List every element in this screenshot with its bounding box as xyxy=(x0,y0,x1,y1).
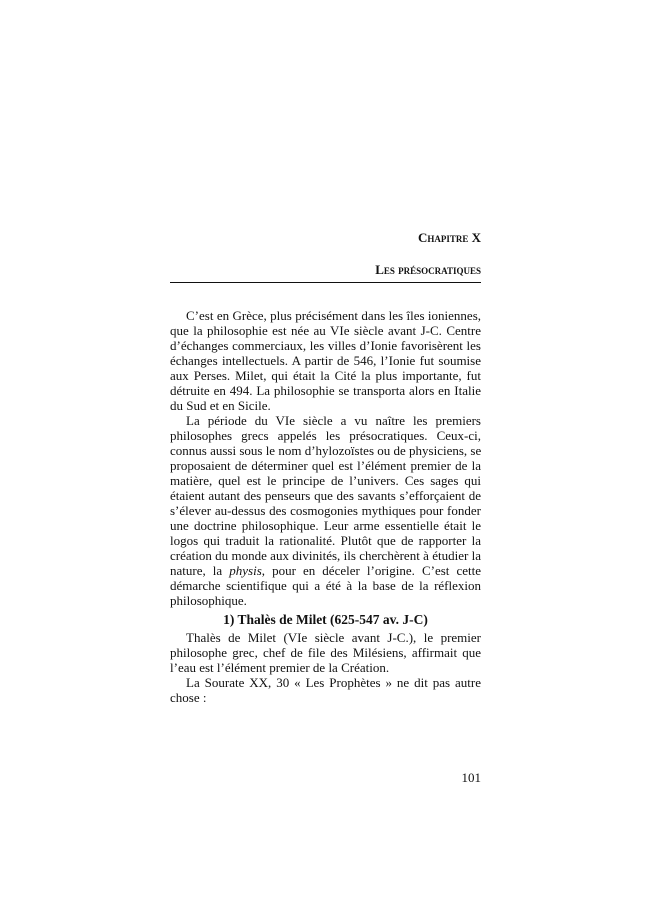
body-text-2 xyxy=(170,630,481,705)
text-line: philosophique. xyxy=(170,593,247,608)
header-rule xyxy=(170,282,481,283)
text-line: démarche scientifique qui a été à la base de la réflexion xyxy=(170,578,481,593)
paragraph xyxy=(170,630,481,675)
text-line: s’élever au-dessus des cosmogonies mythiques pour fonder xyxy=(170,503,481,518)
paragraph xyxy=(170,675,481,705)
text-line: une doctrine philosophique. Leur arme essentielle était le xyxy=(170,518,481,533)
text-line: philosophe grec, chef de file des Milésiens, affirmait que xyxy=(170,645,481,660)
text-line: matière, quel est le principe de l’univers. Ces sages qui xyxy=(170,473,481,488)
chapter-label: Chapitre X xyxy=(417,230,481,245)
page-number: 101 xyxy=(461,770,481,785)
text-line: l’eau est l’élément premier de la Création. xyxy=(170,660,390,675)
text-line: philosophes grecs appelés les présocratiques. Ceux-ci, xyxy=(170,428,481,443)
text-line: du Sud et en Sicile. xyxy=(170,398,271,413)
paragraph xyxy=(170,308,481,413)
text-line: étaient autant des penseurs que des savants s’efforçaient de xyxy=(170,488,481,503)
text-line: que la philosophie est née au VIe siècle avant J-C. Centre xyxy=(170,323,481,338)
paragraph xyxy=(170,413,481,608)
text-run: nature, la xyxy=(170,563,230,578)
text-line: logos qui traduit la rationalité. Plutôt que de rapporter la xyxy=(170,533,481,548)
text-line: d’échanges commerciaux, les villes d’Ionie favorisèrent les xyxy=(170,338,481,353)
emphasis-physis: physis xyxy=(229,563,262,578)
text-line: échanges intellectuels. A partir de 546, l’Ionie fut soumise xyxy=(170,353,481,368)
text-line: aux Perses. Milet, qui était la Cité la plus importante, fut xyxy=(170,368,481,383)
text-line xyxy=(170,563,481,578)
text-line: Thalès de Milet (VIe siècle avant J-C.), le premier xyxy=(186,630,481,645)
section-heading: 1) Thalès de Milet (625-547 av. J-C) xyxy=(223,612,428,627)
text-run: , pour en déceler l’origine. C’est cette xyxy=(261,563,481,578)
text-line: création du monde aux divinités, ils cherchèrent à étudier la xyxy=(170,548,481,563)
chapter-title: Les présocratiques xyxy=(375,262,481,277)
text-line: connus aussi sous le nom d’hylozoïstes ou de physiciens, se xyxy=(170,443,482,458)
text-line: détruite en 494. La philosophie se transporta alors en Italie xyxy=(170,383,481,398)
text-line: proposaient de déterminer quel est l’élément premier de la xyxy=(170,458,481,473)
text-line: La Sourate XX, 30 « Les Prophètes » ne dit pas autre xyxy=(186,675,481,690)
text-line: chose : xyxy=(170,690,207,705)
text-line: C’est en Grèce, plus précisément dans les îles ioniennes, xyxy=(186,308,481,323)
text-line: La période du VIe siècle a vu naître les premiers xyxy=(186,413,481,428)
body-text-1 xyxy=(170,308,481,608)
